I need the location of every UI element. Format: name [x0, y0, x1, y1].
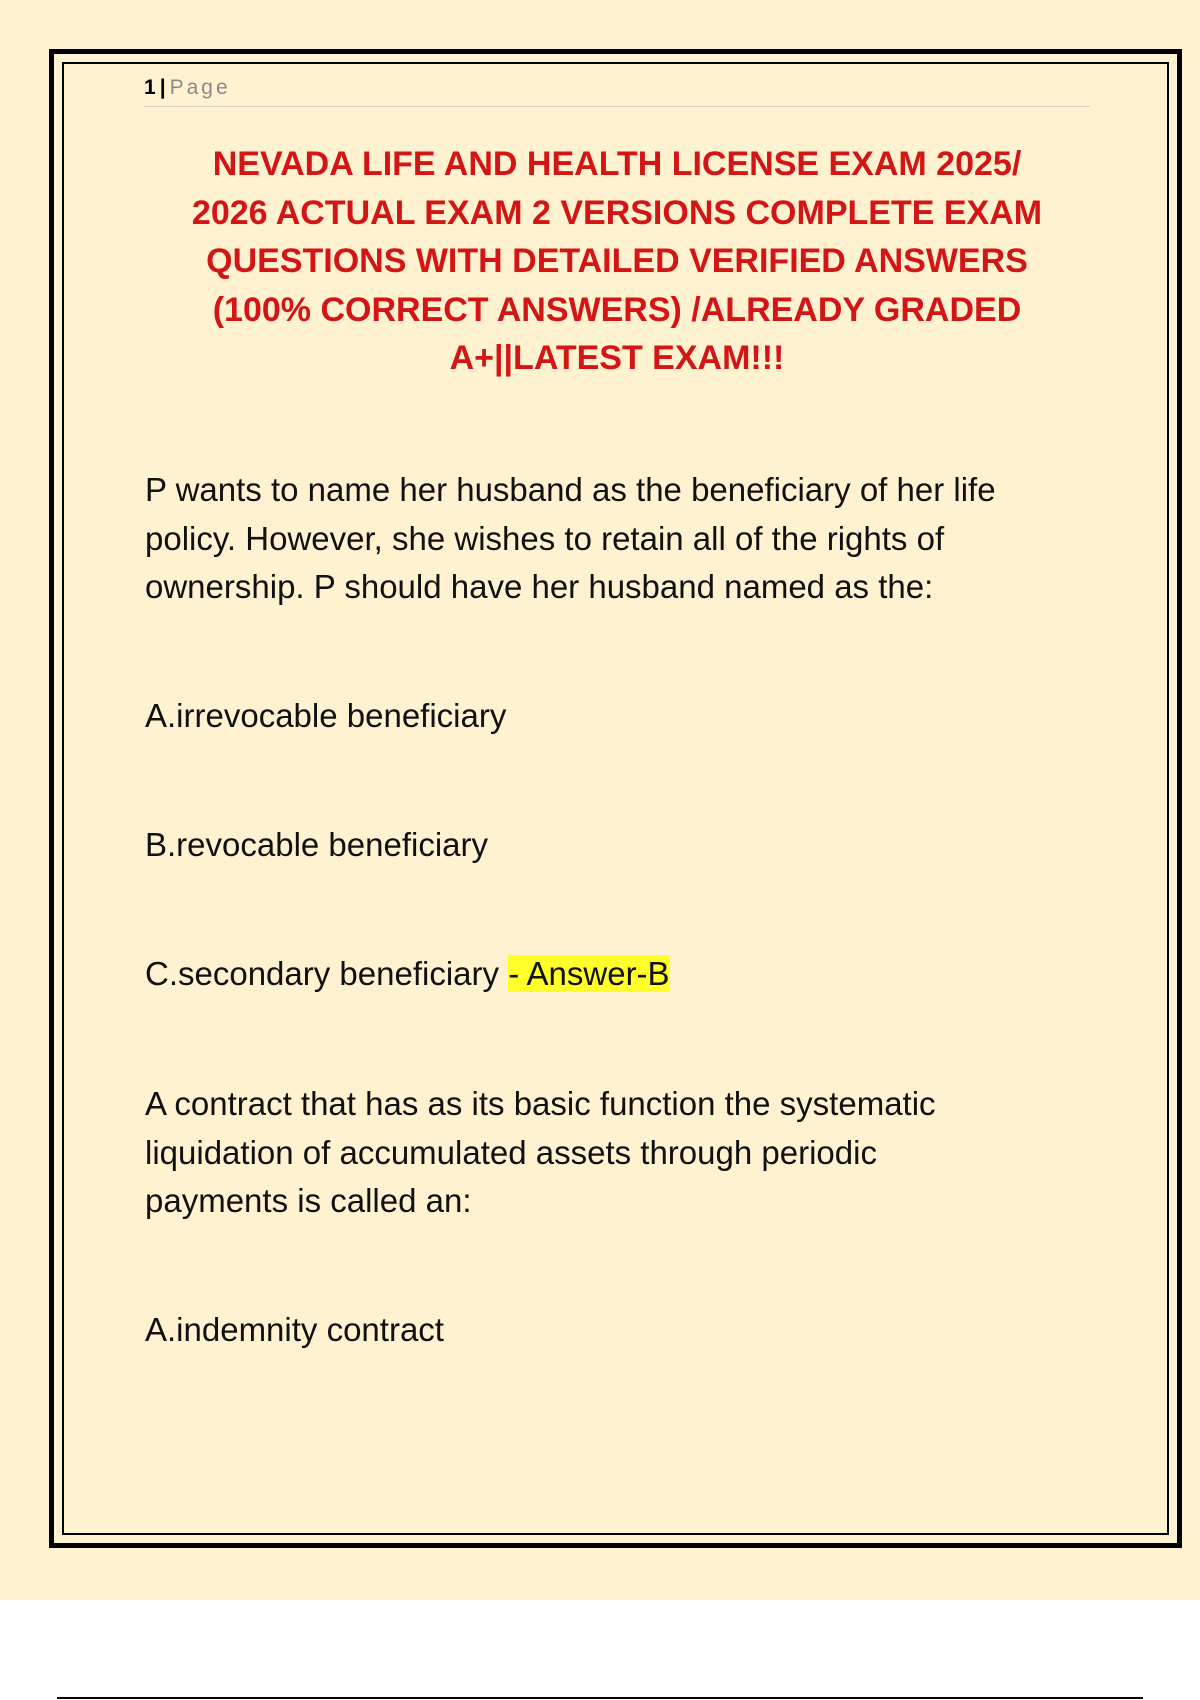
question-stem-line: ownership. P should have her husband named as the: [145, 568, 934, 605]
question-stem-line: P wants to name her husband as the beneficiary of her life [145, 471, 996, 508]
question-stem-line: policy. However, she wishes to retain all of the rights of [145, 519, 945, 557]
question-2-option-a: A.indemnity contract [145, 1311, 444, 1348]
title-line: QUESTIONS WITH DETAILED VERIFIED ANSWERS [206, 242, 1028, 280]
question-stem-line: payments is called an: [145, 1182, 472, 1219]
option-text: C.secondary beneficiary [145, 955, 500, 992]
page-number: 1 [144, 76, 156, 99]
bottom-rule [57, 1697, 1143, 1699]
page-header [144, 76, 1090, 107]
question-1-stem [145, 466, 1095, 612]
question-1-option-b: B.revocable beneficiary [145, 826, 489, 863]
title-line: A+||LATEST EXAM!!! [449, 339, 785, 377]
question-stem-line: liquidation of accumulated assets through periodic [145, 1133, 877, 1171]
title-line: 2026 ACTUAL EXAM 2 VERSIONS COMPLETE EXAM [191, 193, 1043, 232]
title-line: NEVADA LIFE AND HEALTH LICENSE EXAM 2025/ [212, 145, 1022, 183]
answer-highlight: - Answer-B [508, 955, 670, 992]
question-1-option-a: A.irrevocable beneficiary [145, 697, 507, 734]
question-stem-line: A contract that has as its basic function the systematic [145, 1085, 936, 1122]
page-separator: | [159, 76, 166, 99]
document-title [144, 140, 1090, 383]
question-2-stem [145, 1080, 1095, 1226]
title-line: (100% CORRECT ANSWERS) /ALREADY GRADED [212, 290, 1022, 329]
question-1-option-c [145, 950, 1095, 999]
page-label: Page [169, 76, 231, 99]
